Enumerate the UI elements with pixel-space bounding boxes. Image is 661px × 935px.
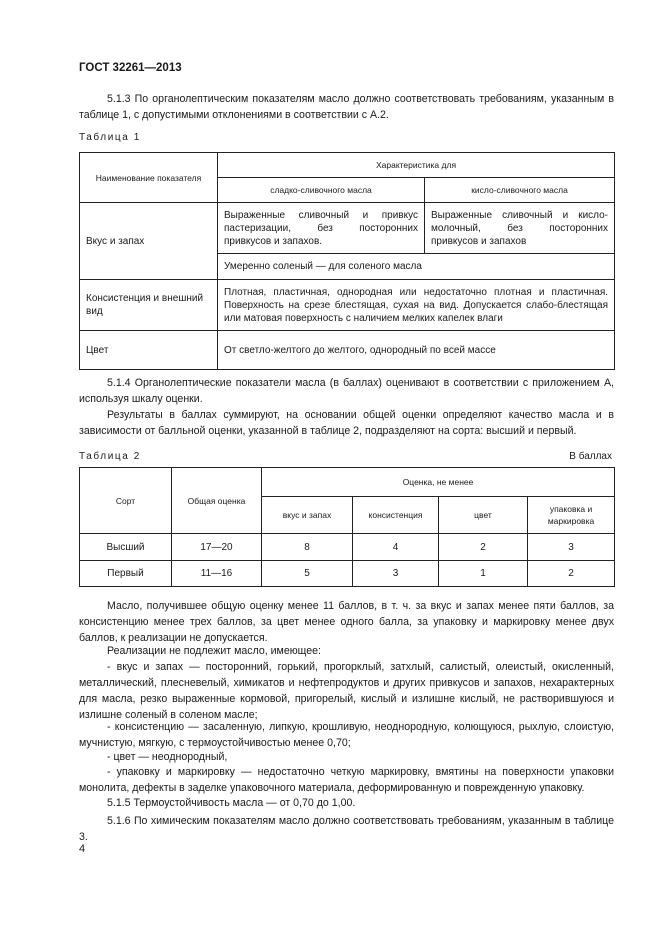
section-5-1-3: 5.1.3 По органолептическим показателям масло должно соответствовать требованиям, указанным в таблице 1, с допустимыми отклонениями в соответствии с А.2. — [79, 93, 614, 121]
table1-cell-salted: Умеренно соленый — для соленого масла — [218, 254, 615, 280]
table2-header-taste: вкус и запах — [262, 497, 353, 534]
document-header: ГОСТ 32261—2013 — [79, 62, 182, 74]
table1-header-characteristic: Характеристика для — [218, 153, 615, 178]
table2-cell-packaging: 3 — [528, 534, 615, 561]
table2-cell-grade: Первый — [80, 561, 172, 587]
body-paragraph-not-for-sale: Реализации не подлежит масло, имеющее: — [107, 645, 322, 657]
table1-header-sweet-cream: сладко-сливочного масла — [218, 178, 425, 203]
body-paragraph-rejection: Масло, получившее общую оценку менее 11 баллов, в т. ч. за вкус и запах менее пяти баллов, за консистенцию менее трех баллов, за цвет менее одного балла, за упаковку и маркировку менее двух баллов, к реализации не допускается. — [79, 600, 614, 644]
table1-cell-value: Плотная, пластичная, однородная или недостаточно плотная и пластичная. Поверхность на срезе блестящая, сухая на вид. Допускается слабо-блестящая или матовая поверхность с наличием мелких капелек влаги — [218, 280, 615, 331]
table1-cell-name: Цвет — [80, 331, 218, 370]
table-row — [80, 331, 615, 370]
table2-unit: В баллах — [569, 451, 612, 462]
table1-cell-value: От светло-желтого до желтого, однородный по всей массе — [218, 331, 615, 370]
table2-header-total: Общая оценка — [172, 468, 262, 534]
table2-cell-color: 1 — [439, 561, 528, 587]
table1-cell-name: Консистенция и внешний вид — [80, 280, 218, 331]
table-row — [80, 203, 615, 254]
table2-header-min-score: Оценка, не менее — [262, 468, 615, 497]
page-number: 4 — [79, 843, 86, 855]
table2-caption: Таблица 2 — [79, 451, 141, 462]
body-list-color: - цвет — неоднородный, — [107, 751, 228, 763]
table2-header-grade: Сорт — [80, 468, 172, 534]
table-row — [80, 280, 615, 331]
table-1 — [79, 152, 615, 370]
table2-cell-taste: 8 — [262, 534, 353, 561]
table2-cell-total: 17—20 — [172, 534, 262, 561]
table2-cell-taste: 5 — [262, 561, 353, 587]
table1-cell-sweet: Выраженные сливочный и привкус пастеризации, без посторонних привкусов и запахов. — [218, 203, 425, 254]
section-5-1-4: 5.1.4 Органолептические показатели масла (в баллах) оценивают в соответствии с приложением А, используя шкалу оценки. — [79, 377, 614, 405]
table-row — [80, 561, 615, 587]
table2-cell-total: 11—16 — [172, 561, 262, 587]
section-5-1-6: 5.1.6 По химическим показателям масло должно соответствовать требованиям, указанным в таблице 3. — [79, 815, 614, 843]
table2-cell-color: 2 — [439, 534, 528, 561]
table1-cell-name: Вкус и запах — [80, 203, 218, 280]
table2-cell-consistency: 4 — [353, 534, 439, 561]
table2-header-packaging: упаковка и маркировка — [528, 497, 615, 534]
table1-caption: Таблица 1 — [79, 132, 141, 143]
table2-header-color: цвет — [439, 497, 528, 534]
table1-header-sour-cream: кисло-сливочного масла — [425, 178, 615, 203]
table1-header-name: Наименование показателя — [80, 153, 218, 203]
section-5-1-4-results: Результаты в баллах суммируют, на основании общей оценки определяют качество масла и в зависимости от балльной оценки, указанной в таблице 2, подразделяют на сорта: высший и первый. — [79, 409, 614, 437]
table-row — [80, 534, 615, 561]
body-list-packaging: - упаковку и маркировку — недостаточно четкую маркировку, вмятины на поверхности упаковки монолита, дефекты в заделке упаковочного материала, деформированную и поврежденную упаковку. — [79, 766, 614, 794]
body-list-taste: - вкус и запах — посторонний, горький, прогорклый, затхлый, салистый, олеистый, окисленный, металлический, плесневелый, химикатов и нефтепродуктов и других привкусов и запахов, нехарактерных для масла, резко выраженные кормовой, пригорелый, кислый и излишне кислый, не растворившуюся и излишне соленый в соленом масле; — [79, 661, 614, 721]
table2-cell-consistency: 3 — [353, 561, 439, 587]
table-2 — [79, 467, 615, 587]
table2-cell-packaging: 2 — [528, 561, 615, 587]
table2-cell-grade: Высший — [80, 534, 172, 561]
section-5-1-5: 5.1.5 Термоустойчивость масла — от 0,70 до 1,00. — [107, 797, 356, 809]
body-list-consistency: - консистенцию — засаленную, липкую, крошливую, неоднородную, колющуюся, рыхлую, слоистую, мучнистую, мягкую, с термоустойчивостью менее 0,70; — [79, 721, 614, 749]
table1-cell-sour: Выраженные сливочный и кисло-молочный, без посторонних привкусов и запахов — [425, 203, 615, 254]
table2-header-consistency: консистенция — [353, 497, 439, 534]
